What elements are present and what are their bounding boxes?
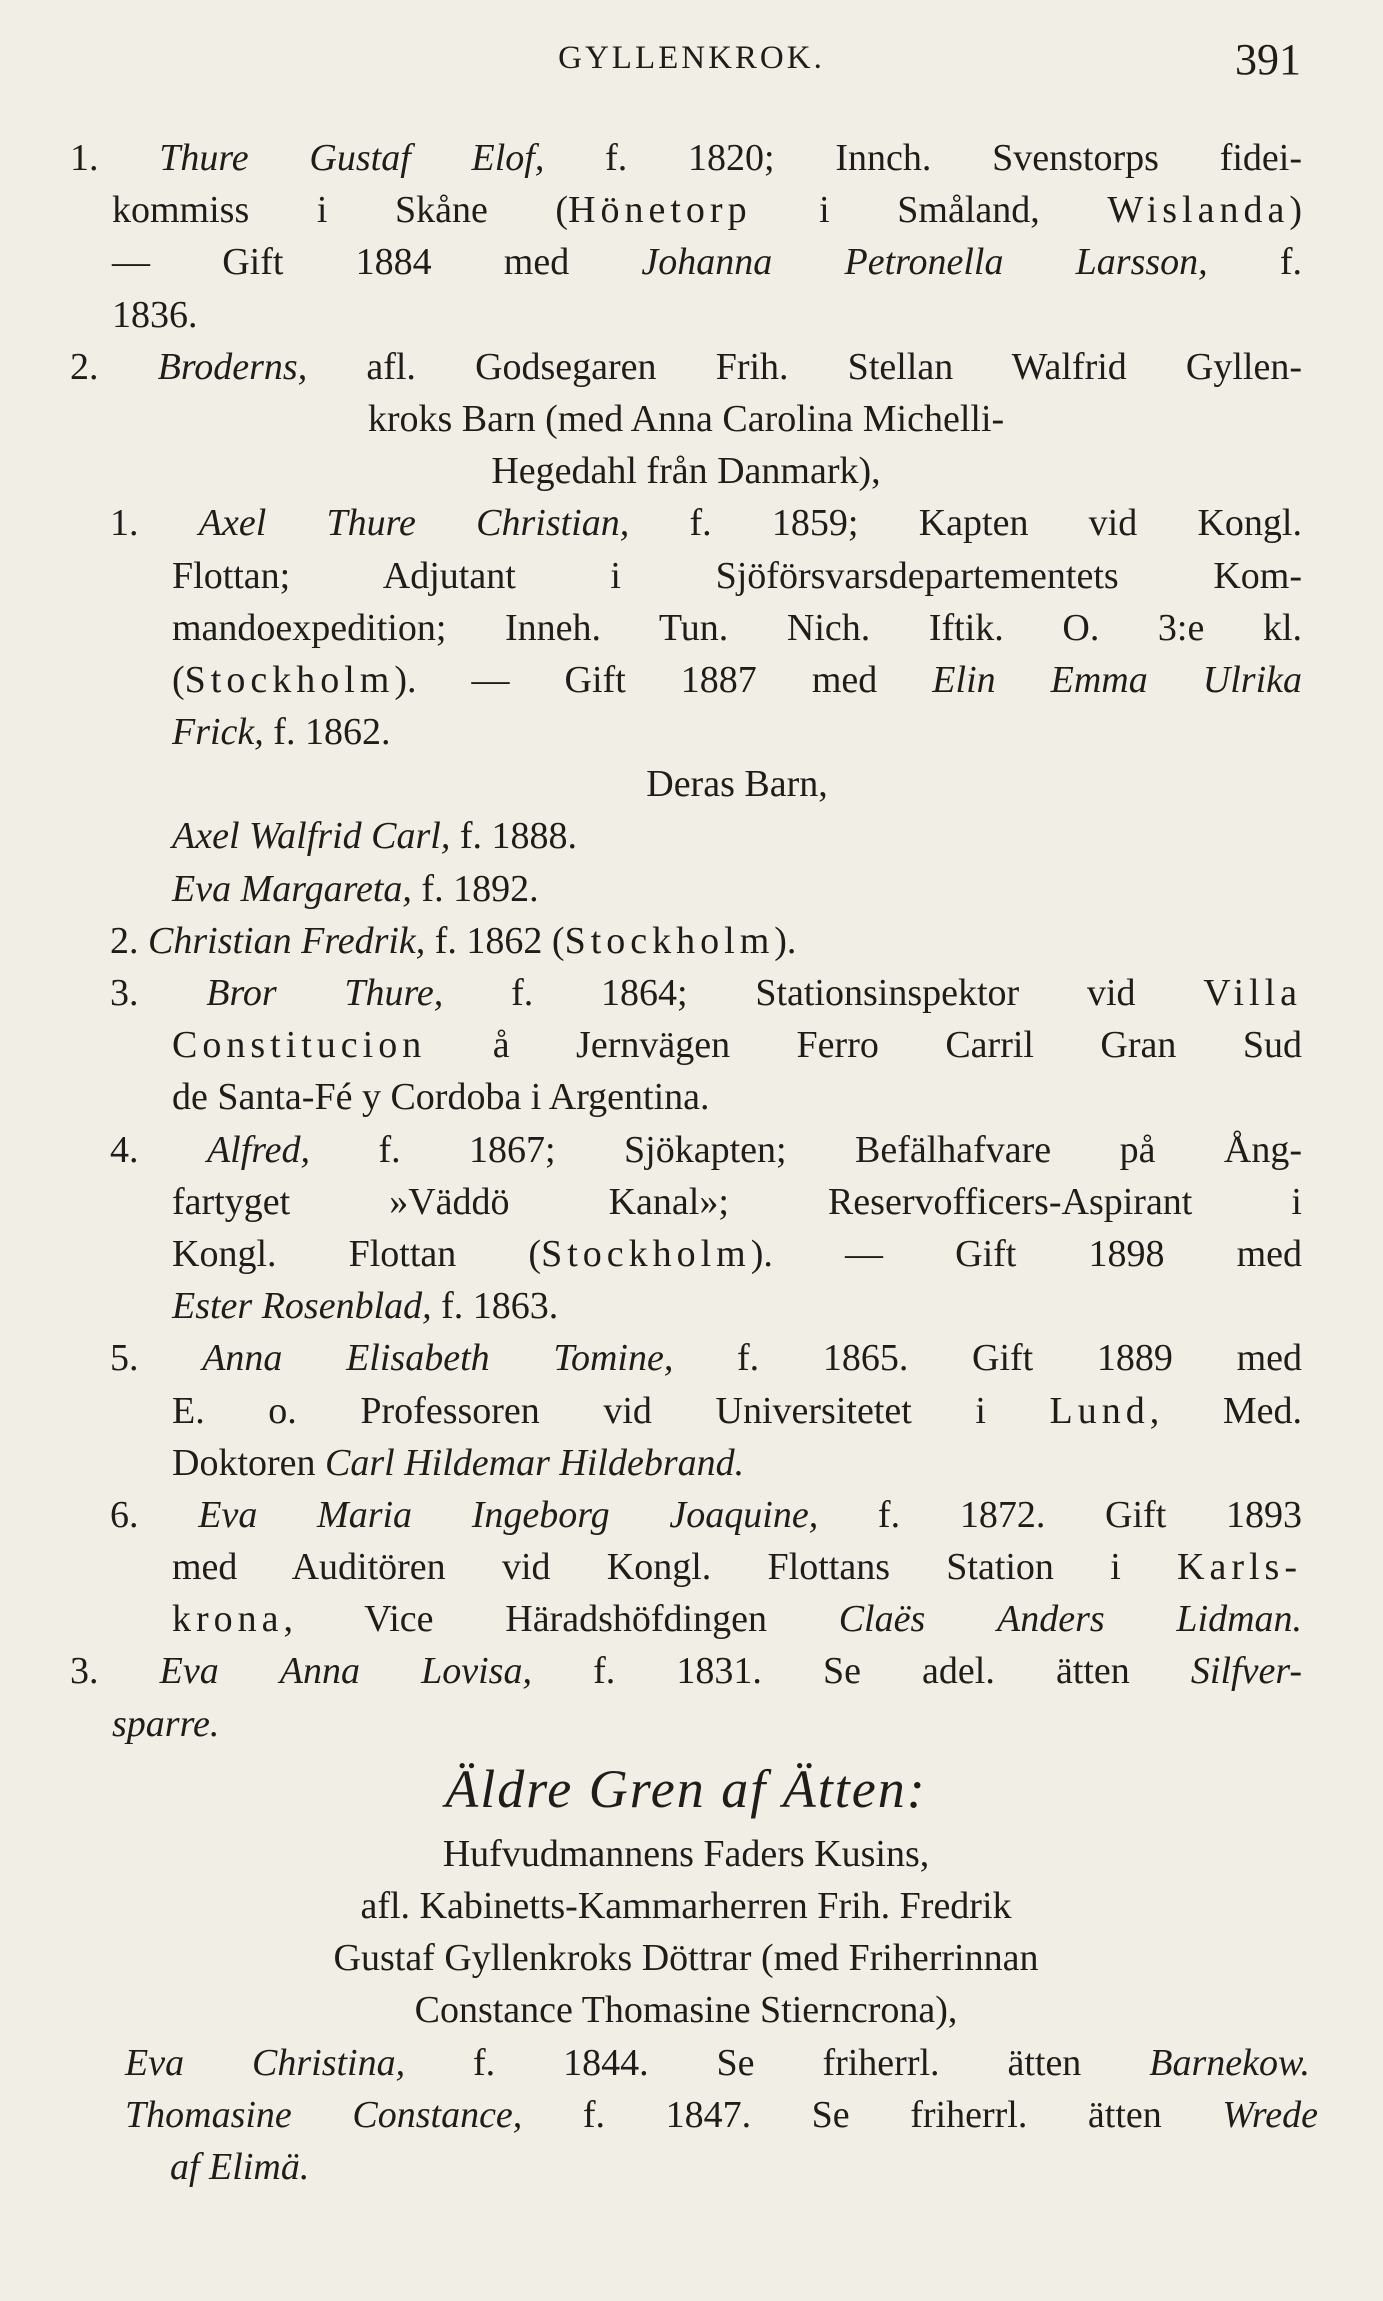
text-run: E. o. Professoren vid Universitetet i <box>172 1389 1050 1432</box>
text-run: med Auditören vid Kongl. Flottans Station i <box>172 1546 1178 1589</box>
spaced-text: Constitucion <box>172 1024 427 1067</box>
text-line <box>172 550 1302 602</box>
italic-name: Christian <box>148 919 292 962</box>
italic-name: Walfrid Carl, <box>249 815 451 858</box>
text-run: Constance Thomasine Stierncrona), <box>414 1989 958 2032</box>
italic-name: Wrede <box>1222 2093 1319 2136</box>
text-run: f. 1888. <box>450 815 577 858</box>
text-run: 1. <box>70 137 160 179</box>
page-header <box>0 34 1383 86</box>
text-line <box>170 2141 1302 2193</box>
section-heading <box>70 1750 1302 1828</box>
text-run: f. 1847. Se friherrl. ätten <box>522 2093 1223 2136</box>
text-run: afl. Kabinetts-Kammarherren Frih. Fredrik <box>360 1885 1012 1927</box>
text-run: f. 1862. <box>263 711 391 754</box>
italic-name: Petronella Larsson, <box>844 241 1208 284</box>
text-run: ). <box>774 919 797 962</box>
italic-name: Broderns, <box>157 345 308 388</box>
italic-name: Eva <box>125 2041 185 2084</box>
text-run <box>395 1442 405 1484</box>
text-run <box>1105 1598 1177 1640</box>
italic-name: Christina, <box>252 2041 406 2084</box>
text-line <box>172 654 1302 706</box>
spaced-text: Karls- <box>1177 1546 1302 1589</box>
text-run <box>277 972 345 1014</box>
italic-name: Elin Emma Ulrika <box>932 658 1302 701</box>
italic-name: Eva <box>172 867 232 910</box>
italic-name: Silfver- <box>1190 1650 1303 1693</box>
spaced-text: krona <box>172 1598 284 1641</box>
text-line <box>172 758 1302 810</box>
text-line <box>172 1280 1302 1332</box>
italic-name: Constance, <box>352 2093 523 2136</box>
text-run: — Gift 1884 med <box>112 241 642 284</box>
text-line <box>172 863 1302 915</box>
text-line <box>110 915 1302 967</box>
text-run: 1836. <box>112 293 198 336</box>
text-run <box>610 1494 670 1536</box>
text-run: f. 1844. Se friherrl. ätten <box>405 2041 1150 2084</box>
running-title: GYLLENKROK. <box>558 40 825 76</box>
text-line <box>70 1828 1302 1880</box>
spaced-text: Lund <box>1049 1389 1150 1432</box>
italic-name: Hildemar <box>404 1441 550 1484</box>
text-run: de Santa-Fé y Cordoba i Argentina. <box>172 1076 710 1119</box>
page-number: 391 <box>1235 35 1301 84</box>
italic-name: Margareta, <box>240 867 412 910</box>
text-run: 2. <box>110 919 148 962</box>
text-run: Doktoren <box>172 1441 326 1484</box>
spaced-text: Stockholm <box>184 658 395 701</box>
spaced-text: Wislanda <box>1107 189 1290 232</box>
italic-name: Anna Lovisa, <box>279 1650 532 1693</box>
text-run <box>292 2094 353 2136</box>
italic-name: Eva <box>159 1650 219 1693</box>
text-line <box>172 1176 1302 1228</box>
text-run <box>282 1337 346 1379</box>
text-run: i Småland, <box>751 189 1108 232</box>
spaced-text: Stockholm <box>564 919 775 962</box>
text-run: f. 1872. Gift 1893 <box>818 1493 1302 1536</box>
text-line <box>110 1489 1302 1541</box>
text-run <box>772 241 844 283</box>
text-run: Deras Barn, <box>646 763 828 806</box>
text-run <box>184 2042 252 2084</box>
text-line <box>70 1645 1302 1697</box>
text-line <box>70 393 1302 445</box>
italic-name: Ester <box>172 1285 253 1328</box>
italic-name: Bror <box>206 972 277 1014</box>
text-run <box>240 815 250 857</box>
text-line <box>110 1332 1302 1384</box>
italic-name: Fredrik, <box>301 919 426 962</box>
text-run <box>925 1598 997 1640</box>
text-line <box>110 1124 1302 1176</box>
italic-name: Thure <box>159 137 249 179</box>
text-run <box>292 920 302 962</box>
text-run: 6. <box>110 1493 199 1536</box>
italic-name: Carl <box>325 1441 395 1484</box>
text-line <box>70 1880 1302 1932</box>
text-line <box>70 1984 1302 2036</box>
italic-name: Thomasine <box>125 2093 292 2136</box>
italic-name: Joaquine, <box>669 1493 819 1536</box>
text-run <box>252 1285 262 1327</box>
italic-name: Tomine, <box>553 1337 674 1380</box>
text-line <box>70 341 1302 393</box>
text-run: f. 1862 ( <box>425 919 565 962</box>
text-line <box>112 1698 1302 1750</box>
text-run: , Med. <box>1149 1389 1302 1432</box>
text-run: mandoexpedition; Inneh. Tun. Nich. Iftik. O. 3:e kl. <box>172 606 1302 649</box>
text-run: , Vice Häradshöfdingen <box>283 1598 839 1641</box>
text-run: Flottan; Adjutant i Sjöförsvarsdepartementets Kom- <box>172 554 1302 597</box>
text-line <box>172 1071 1302 1123</box>
text-run: Gustaf Gyllenkroks Döttrar (med Friherrinnan <box>333 1937 1039 1980</box>
italic-name: Anders <box>996 1598 1105 1641</box>
text-run: å Jernvägen Ferro Carril Gran Sud <box>426 1024 1302 1067</box>
text-run <box>231 868 241 910</box>
text-line <box>125 2089 1318 2141</box>
text-line <box>172 602 1302 654</box>
text-run: Kongl. Flottan ( <box>172 1232 542 1275</box>
text-run: Hegedahl från Danmark), <box>491 450 881 493</box>
text-run: 1. <box>110 502 199 545</box>
italic-name: Gustaf Elof, <box>309 137 545 179</box>
text-line <box>70 1932 1302 1984</box>
text-line <box>112 289 1302 341</box>
text-line <box>172 1437 1302 1489</box>
italic-name: af Elimä. <box>170 2145 310 2188</box>
italic-name: Barnekow. <box>1149 2041 1310 2084</box>
text-run: f. 1867; Sjökapten; Befälhafvare på Ång- <box>310 1128 1302 1171</box>
italic-name: Johanna <box>641 241 773 284</box>
text-run: afl. Godsegaren Frih. Stellan Walfrid Gyllen- <box>307 345 1303 388</box>
text-run: kommiss i Skåne ( <box>112 189 569 232</box>
italic-name: Axel <box>198 502 267 545</box>
text-line <box>172 1228 1302 1280</box>
text-run: f. 1831. Se adel. ätten <box>531 1650 1191 1693</box>
text-run: ) <box>1289 189 1302 232</box>
text-line <box>112 184 1302 236</box>
text-line <box>70 445 1302 497</box>
text-run <box>490 1337 554 1379</box>
text-run <box>550 1442 560 1484</box>
text-run: fartyget »Väddö Kanal»; Reservofficers-Aspirant i <box>172 1180 1302 1223</box>
italic-name: Thure, <box>344 972 444 1014</box>
italic-name: Alfred, <box>206 1128 311 1171</box>
spaced-text: Stockholm <box>541 1232 751 1275</box>
text-line <box>172 810 1302 862</box>
text-run: f. 1864; Stationsinspektor vid <box>443 972 1204 1014</box>
italic-name: Anna <box>202 1337 283 1380</box>
text-line <box>172 706 1302 758</box>
italic-name: Hildebrand. <box>559 1441 745 1484</box>
text-run: kroks Barn (med Anna Carolina Michelli- <box>367 397 1005 440</box>
text-line <box>112 236 1302 288</box>
text-run: 3. <box>70 1650 160 1693</box>
italic-name: Lidman. <box>1176 1598 1303 1641</box>
italic-name: Thure Christian, <box>326 502 630 545</box>
text-line <box>172 1019 1302 1071</box>
text-run <box>266 502 326 544</box>
text-run: f. <box>1207 241 1303 284</box>
text-run: ). — Gift 1898 med <box>750 1232 1302 1275</box>
text-line <box>125 2037 1310 2089</box>
text-line <box>172 1593 1302 1645</box>
italic-name: Frick, <box>172 711 264 754</box>
text-run: f. 1865. Gift 1889 med <box>673 1337 1303 1380</box>
text-line <box>172 1385 1302 1437</box>
text-line <box>110 967 1302 1019</box>
text-run: 2. <box>70 345 158 388</box>
italic-name: Claës <box>838 1598 926 1641</box>
text-run: f. 1859; Kapten vid Kongl. <box>629 502 1302 545</box>
italic-name: Eva Maria Ingeborg <box>198 1493 610 1536</box>
text-run: 5. <box>110 1337 203 1380</box>
spaced-text: Villa <box>1203 972 1302 1014</box>
text-run <box>219 1650 280 1692</box>
text-run: 3. <box>110 972 207 1014</box>
italic-name: sparre. <box>112 1702 220 1745</box>
italic-name: Elisabeth <box>346 1337 490 1380</box>
text-run: ( <box>172 658 185 701</box>
text-line <box>172 1541 1302 1593</box>
text-run <box>249 137 310 179</box>
spaced-text: Hönetorp <box>568 189 752 232</box>
text-run: f. 1820; Innch. Svenstorps fidei- <box>544 137 1302 179</box>
italic-name: Rosenblad, <box>261 1285 432 1328</box>
genealogy-text <box>0 132 1383 2193</box>
text-run: f. 1863. <box>431 1285 559 1328</box>
text-run: Hufvudmannens Faders Kusins, <box>442 1832 930 1875</box>
text-line <box>110 497 1302 549</box>
italic-name: Axel <box>172 815 240 858</box>
italic-name: Äldre Gren af Ätten: <box>445 1758 927 1819</box>
text-run: f. 1892. <box>411 867 539 910</box>
text-run: ). — Gift 1887 med <box>394 658 933 701</box>
text-line <box>70 132 1302 184</box>
text-run: 4. <box>110 1128 207 1171</box>
